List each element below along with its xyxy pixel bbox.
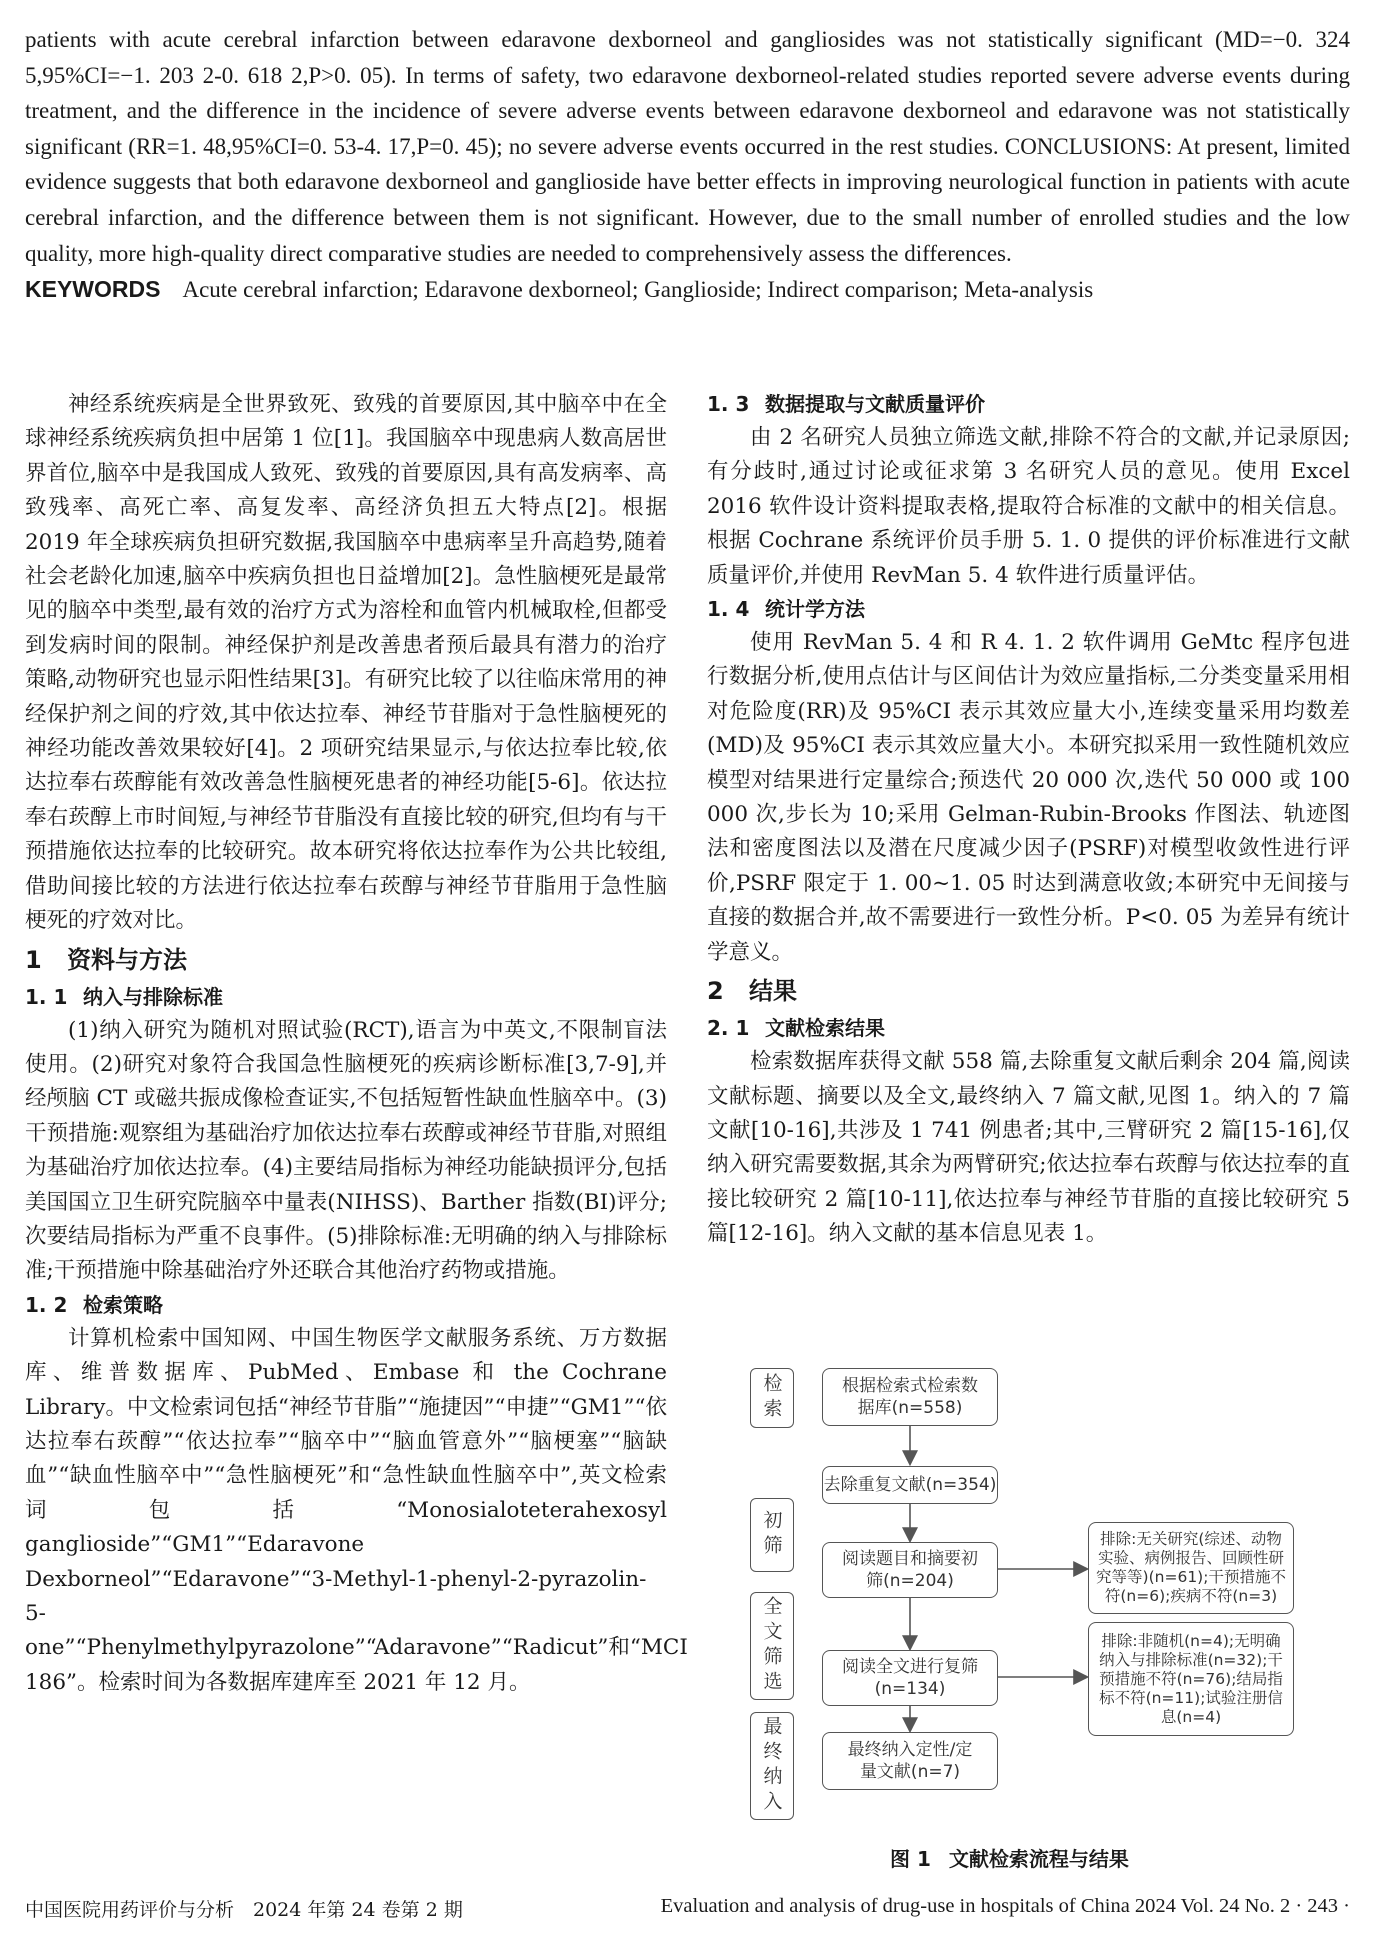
subsection-number: 1. 2 <box>25 1292 68 1317</box>
subsection-number: 1. 4 <box>707 597 750 622</box>
search-strategy-paragraph: 计算机检索中国知网、中国生物医学文献服务系统、万方数据库、维普数据库、PubMed、Embase 和 the Cochrane Library。中文检索词包括“神经节苷脂”“施捷因”“申捷”“GM1”“依达拉奉右莰醇”“依达拉奉”“脑卒中”“脑血管意外”“脑梗塞”“脑缺血”“缺血性脑卒中”“急性脑梗死”和“急性缺血性脑卒中”,英文检索词包括“Monosialoteterahexosyl ganglioside”“GM1”“Edaravone Dexborneol”“Edaravone”“3-Methyl-1-phenyl-2-pyrazolin-5-one”“Phenylmethylpyrazolone”“Adaravone”“Radicut”和“MCI 186”。检索时间为各数据库建库至 2021 年 12 月。 <box>25 1325 688 1695</box>
stage-search-label: 检索 <box>750 1368 794 1428</box>
subsection-1-3-heading <box>707 388 1350 421</box>
subsection-1-2-heading <box>25 1289 667 1322</box>
stage-included-label: 最终纳入 <box>750 1712 794 1820</box>
left-column <box>25 388 688 1700</box>
section-number: 2 <box>707 977 724 1006</box>
statistics-paragraph: 使用 RevMan 5. 4 和 R 4. 1. 2 软件调用 GeMtc 程序包进行数据分析,使用点估计与区间估计为效应量指标,二分类变量采用相对危险度(RR)及 95%CI 表示其效应量大小,连续变量采用均数差(MD)及 95%CI 表示其效应量大小。本研究拟采用一致性随机效应模型对结果进行定量综合;预迭代 20 000 次,迭代 50 000 或 100 000 次,步长为 10;采用 Gelman-Rubin-Brooks 作图法、轨迹图法和密度图法以及潜在尺度减少因子(PSRF)对模型收敛性进行评价,PSRF 限定于 1. 00~1. 05 时达到满意收敛;本研究中无间接与直接的数据合并,故不需要进行一致性分析。P<0. 05 为差异有统计学意义。 <box>707 630 1350 965</box>
right-column <box>707 388 1350 1252</box>
section-title: 资料与方法 <box>67 945 187 974</box>
abstract-block <box>25 22 1350 308</box>
box-remove-duplicates: 去除重复文献(n=354) <box>822 1466 998 1504</box>
section-title: 结果 <box>749 977 797 1006</box>
subsection-title: 统计学方法 <box>765 597 865 622</box>
footer-journal-cn: 中国医院用药评价与分析 2024 年第 24 卷第 2 期 <box>25 1899 463 1921</box>
section-1-heading <box>25 941 667 979</box>
section-number: 1 <box>25 945 42 974</box>
subsection-number: 1. 1 <box>25 984 68 1009</box>
figure-caption <box>890 1843 1129 1872</box>
keywords-row <box>25 271 1350 308</box>
intro-paragraph: 神经系统疾病是全世界致死、致残的首要原因,其中脑卒中在全球神经系统疾病负担中居第 1 位[1]。我国脑卒中现患病人数高居世界首位,脑卒中是我国成人致死、致残的首要原因,具有高发病率、高致残率、高死亡率、高复发率、高经济负担五大特点[2]。根据 2019 年全球疾病负担研究数据,我国脑卒中患病率呈升高趋势,随着社会老龄化加速,脑卒中疾病负担也日益增加[2]。急性脑梗死是最常见的脑卒中类型,最有效的治疗方式为溶栓和血管内机械取栓,但都受到发病时间的限制。神经保护剂是改善患者预后最具有潜力的治疗策略,动物研究也显示阳性结果[3]。有研究比较了以往临床常用的神经保护剂之间的疗效,其中依达拉奉、神经节苷脂对于急性脑梗死的神经功能改善效果较好[4]。2 项研究结果显示,与依达拉奉比较,依达拉奉右莰醇能有效改善急性脑梗死患者的神经功能[5-6]。依达拉奉右莰醇上市时间短,与神经节苷脂没有直接比较的研究,但均有与干预措施依达拉奉的比较研究。故本研究将依达拉奉作为公共比较组,借助间接比较的方法进行依达拉奉右莰醇与神经节苷脂用于急性脑梗死的疗效对比。 <box>25 392 667 934</box>
box-exclusion-2: 排除:非随机(n=4);无明确纳入与排除标准(n=32);干预措施不符(n=76);结局指标不符(n=11);试验注册信息(n=4) <box>1088 1622 1294 1736</box>
keywords-text: Acute cerebral infarction; Edaravone dexborneol; Ganglioside; Indirect comparison; Meta-analysis <box>182 277 1094 303</box>
box-database-search: 根据检索式检索数据库(n=558) <box>822 1368 998 1426</box>
keywords-label: KEYWORDS <box>25 276 161 303</box>
flow-diagram <box>730 1360 1350 1830</box>
data-extraction-paragraph: 由 2 名研究人员独立筛选文献,排除不符合的文献,并记录原因;有分歧时,通过讨论或征求第 3 名研究人员的意见。使用 Excel 2016 软件设计资料提取表格,提取符合标准的文献中的相关信息。根据 Cochrane 系统评价员手册 5. 1. 0 提供的评价标准进行文献质量评价,并使用 RevMan 5. 4 软件进行质量评估。 <box>707 425 1350 588</box>
subsection-title: 检索策略 <box>83 1292 163 1317</box>
box-final-included: 最终纳入定性/定量文献(n=7) <box>822 1732 998 1790</box>
section-2-heading <box>707 972 1350 1010</box>
box-fulltext-screen: 阅读全文进行复筛(n=134) <box>822 1650 998 1706</box>
figure-title: 文献检索流程与结果 <box>948 1847 1129 1871</box>
figure-number: 图 1 <box>890 1847 931 1871</box>
subsection-2-1-heading <box>707 1012 1350 1045</box>
box-title-abstract-screen: 阅读题目和摘要初筛(n=204) <box>822 1542 998 1598</box>
box-exclusion-1: 排除:无关研究(综述、动物实验、病例报告、回顾性研究等等)(n=61);干预措施不符(n=6);疾病不符(n=3) <box>1088 1522 1294 1614</box>
footer-journal-en: Evaluation and analysis of drug-use in hospitals of China 2024 Vol. 24 No. 2 · 243 · <box>660 1895 1350 1917</box>
subsection-number: 1. 3 <box>707 392 750 416</box>
subsection-title: 文献检索结果 <box>765 1016 885 1041</box>
stage-screening-label: 初筛 <box>750 1498 794 1572</box>
abstract-text: patients with acute cerebral infarction between edaravone dexborneol and gangliosides was not statistically significant (MD=−0. 324 5,95%CI=−1. 203 2-0. 618 2,P>0. 05). In terms of safety, two edaravone dexborneol-related studies reported severe adverse events during treatment, and the difference in the incidence of severe adverse events between edaravone dexborneol and edaravone was not statistically significant (RR=1. 48,95%CI=0. 53-4. 17,P=0. 45); no severe adverse events occurred in the rest studies. CONCLUSIONS: At present, limited evidence suggests that both edaravone dexborneol and ganglioside have better effects in improving neurological function in patients with acute cerebral infarction, and the difference between them is not significant. However, due to the small number of enrolled studies and the low quality, more high-quality direct comparative studies are needed to comprehensively assess the differences. <box>25 27 1350 266</box>
stage-fulltext-label: 全文筛选 <box>750 1592 794 1700</box>
subsection-title: 数据提取与文献质量评价 <box>765 392 985 416</box>
inclusion-criteria-paragraph: (1)纳入研究为随机对照试验(RCT),语言为中英文,不限制盲法使用。(2)研究对象符合我国急性脑梗死的疾病诊断标准[3,7-9],并经颅脑 CT 或磁共振成像检查证实,不包括短暂性缺血性脑卒中。(3)干预措施:观察组为基础治疗加依达拉奉右莰醇或神经节苷脂,对照组为基础治疗加依达拉奉。(4)主要结局指标为神经功能缺损评分,包括美国国立卫生研究院脑卒中量表(NIHSS)、Barther 指数(BI)评分;次要结局指标为严重不良事件。(5)排除标准:无明确的纳入与排除标准;干预措施中除基础治疗外还联合其他治疗药物或措施。 <box>25 1017 667 1284</box>
subsection-title: 纳入与排除标准 <box>83 984 223 1009</box>
subsection-number: 2. 1 <box>707 1016 750 1041</box>
subsection-1-1-heading <box>25 981 667 1014</box>
subsection-1-4-heading <box>707 593 1350 626</box>
search-results-paragraph: 检索数据库获得文献 558 篇,去除重复文献后剩余 204 篇,阅读文献标题、摘要以及全文,最终纳入 7 篇文献,见图 1。纳入的 7 篇文献[10-16],共涉及 1 741 例患者;其中,三臂研究 2 篇[15-16],仅纳入研究需要数据,其余为两臂研究;依达拉奉右莰醇与依达拉奉的直接比较研究 2 篇[10-11],依达拉奉与神经节苷脂的直接比较研究 5 篇[12-16]。纳入文献的基本信息见表 1。 <box>707 1049 1350 1247</box>
